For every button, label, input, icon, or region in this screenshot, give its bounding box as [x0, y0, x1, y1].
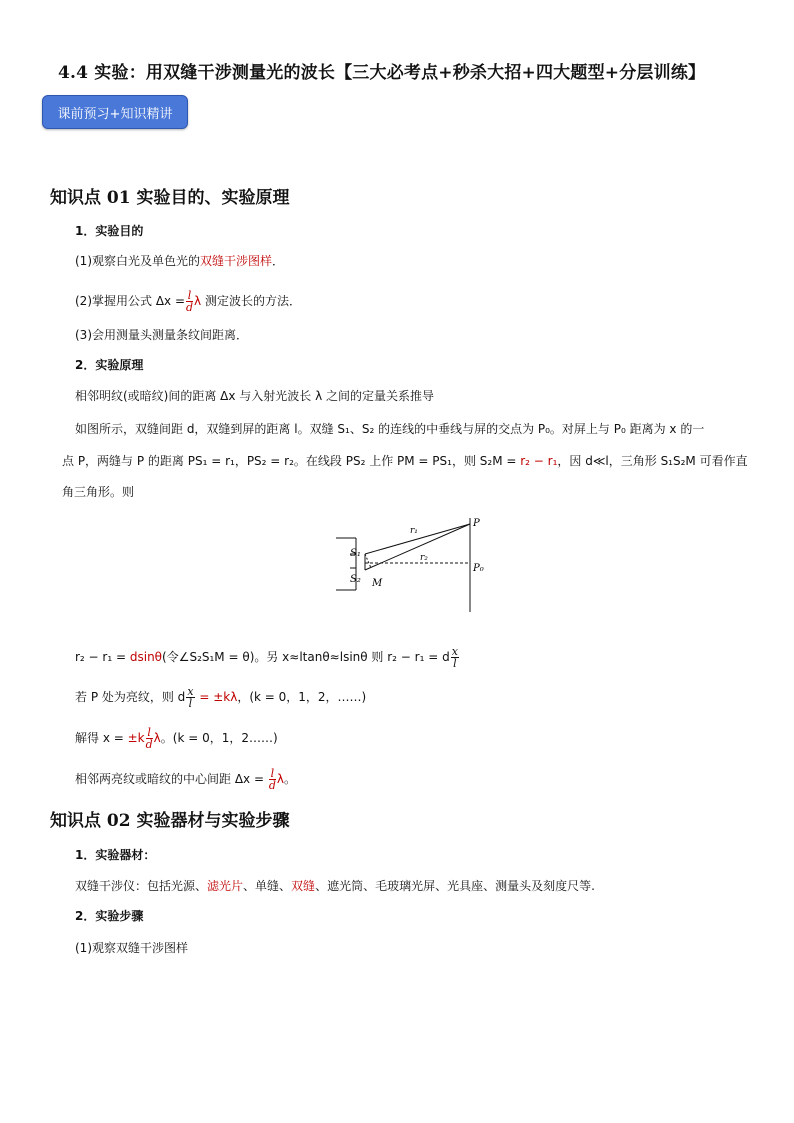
text: ． [272, 254, 285, 268]
text: 。(k = 0，1，2……) [160, 731, 278, 745]
label-r2: r₂ [420, 553, 428, 563]
fraction [146, 727, 153, 750]
equation-2 [75, 686, 366, 709]
fraction [186, 290, 193, 313]
section-heading-02: 知识点 02 实验器材与实验步骤 [50, 811, 290, 831]
label-s2: S₂ [350, 574, 361, 585]
equation-4 [75, 768, 296, 791]
purpose-item-2 [75, 290, 301, 313]
highlight-text: r₂ − r₁ [520, 454, 558, 468]
highlight-text: λ [194, 294, 202, 308]
fraction-denominator: l [453, 657, 457, 670]
equipment-label: 1．实验器材： [75, 848, 156, 862]
highlight-text: λ [276, 772, 284, 786]
label-m: M [372, 578, 383, 589]
steps-label: 2．实验步骤 [75, 909, 144, 923]
fraction-denominator: d [186, 301, 194, 314]
section-heading-01: 知识点 01 实验目的、实验原理 [50, 188, 290, 208]
text: 若 P 处为亮纹，则 d [75, 690, 186, 704]
fraction-numerator: l [187, 289, 192, 302]
text: 测定波长的方法． [201, 294, 301, 308]
text: (令∠S₂S₁M = θ)。另 x≈ltanθ≈lsinθ 则 r₂ − r₁ = d [162, 650, 450, 664]
purpose-item-3: (3)会用测量头测量条纹间距离． [75, 328, 248, 342]
text: 。 [283, 772, 296, 786]
principle-line-2: 如图所示，双缝间距 d，双缝到屏的距离 l。双缝 S₁、S₂ 的连线的中垂线与屏的交点为 P₀。对屏上与 P₀ 距离为 x 的一 [75, 422, 705, 436]
text: 相邻两亮纹或暗纹的中心间距 Δx = [75, 772, 268, 786]
highlight-text: λ [153, 731, 161, 745]
equation-1 [75, 646, 460, 669]
purpose-item-1 [75, 253, 284, 269]
text: 解得 x = [75, 731, 128, 745]
text: 、单缝、 [243, 879, 292, 893]
text: 双缝干涉仪：包括光源、 [75, 879, 208, 893]
fraction-denominator: d [268, 779, 276, 792]
fraction-numerator: l [270, 767, 275, 780]
label-s1: S₁ [350, 548, 361, 559]
text: 点 P，两缝与 P 的距离 PS₁ = r₁，PS₂ = r₂。在线段 PS₂ 上作 PM = PS₁，则 S₂M = [62, 454, 521, 468]
highlight-text: dsinθ [129, 650, 163, 664]
equation-3 [75, 727, 278, 750]
principle-line-1: 相邻明纹(或暗纹)间的距离 Δx 与入射光波长 λ 之间的定量关系推导 [75, 389, 435, 403]
principle-line-3 [62, 453, 748, 469]
label-p0: P₀ [473, 563, 484, 574]
highlight-text: 双缝 [291, 879, 316, 893]
fraction [269, 768, 276, 791]
step-1: (1)观察双缝干涉图样 [75, 941, 188, 955]
page-title: 4.4 实验：用双缝干涉测量光的波长【三大必考点+秒杀大招+四大题型+分层训练】 [58, 63, 706, 83]
double-slit-diagram [328, 510, 498, 616]
fraction-numerator: x [451, 645, 458, 658]
purpose-label: 1．实验目的 [75, 224, 144, 238]
fraction-numerator: l [147, 726, 151, 739]
principle-label: 2．实验原理 [75, 358, 144, 372]
text: ，因 d≪l，三角形 S₁S₂M 可看作直 [557, 454, 748, 468]
preview-lecture-button[interactable]: 课前预习+知识精讲 [42, 95, 188, 129]
fraction-denominator: l [188, 697, 193, 710]
highlight-text: 滤光片 [207, 879, 244, 893]
label-p: P [473, 518, 480, 529]
text: (2)掌握用公式 Δx = [75, 294, 185, 308]
highlight-text: ±k [127, 731, 145, 745]
fraction [186, 686, 194, 709]
fraction-denominator: d [145, 738, 153, 751]
equipment-line [75, 878, 595, 894]
principle-line-4: 角三角形。则 [62, 485, 135, 499]
text: ，(k = 0，1，2，……) [237, 690, 367, 704]
text: 、遮光筒、毛玻璃光屏、光具座、测量头及刻度尺等. [315, 879, 595, 893]
fraction [451, 646, 459, 669]
text: r₂ − r₁ = [75, 650, 130, 664]
text: (1)观察白光及单色光的 [75, 254, 200, 268]
fraction-numerator: x [187, 685, 194, 698]
highlight-text: 双缝干涉图样 [200, 254, 273, 268]
perpendicular-s1m [365, 554, 371, 568]
label-r1: r₁ [410, 526, 418, 536]
highlight-text: = ±kλ [195, 690, 238, 704]
